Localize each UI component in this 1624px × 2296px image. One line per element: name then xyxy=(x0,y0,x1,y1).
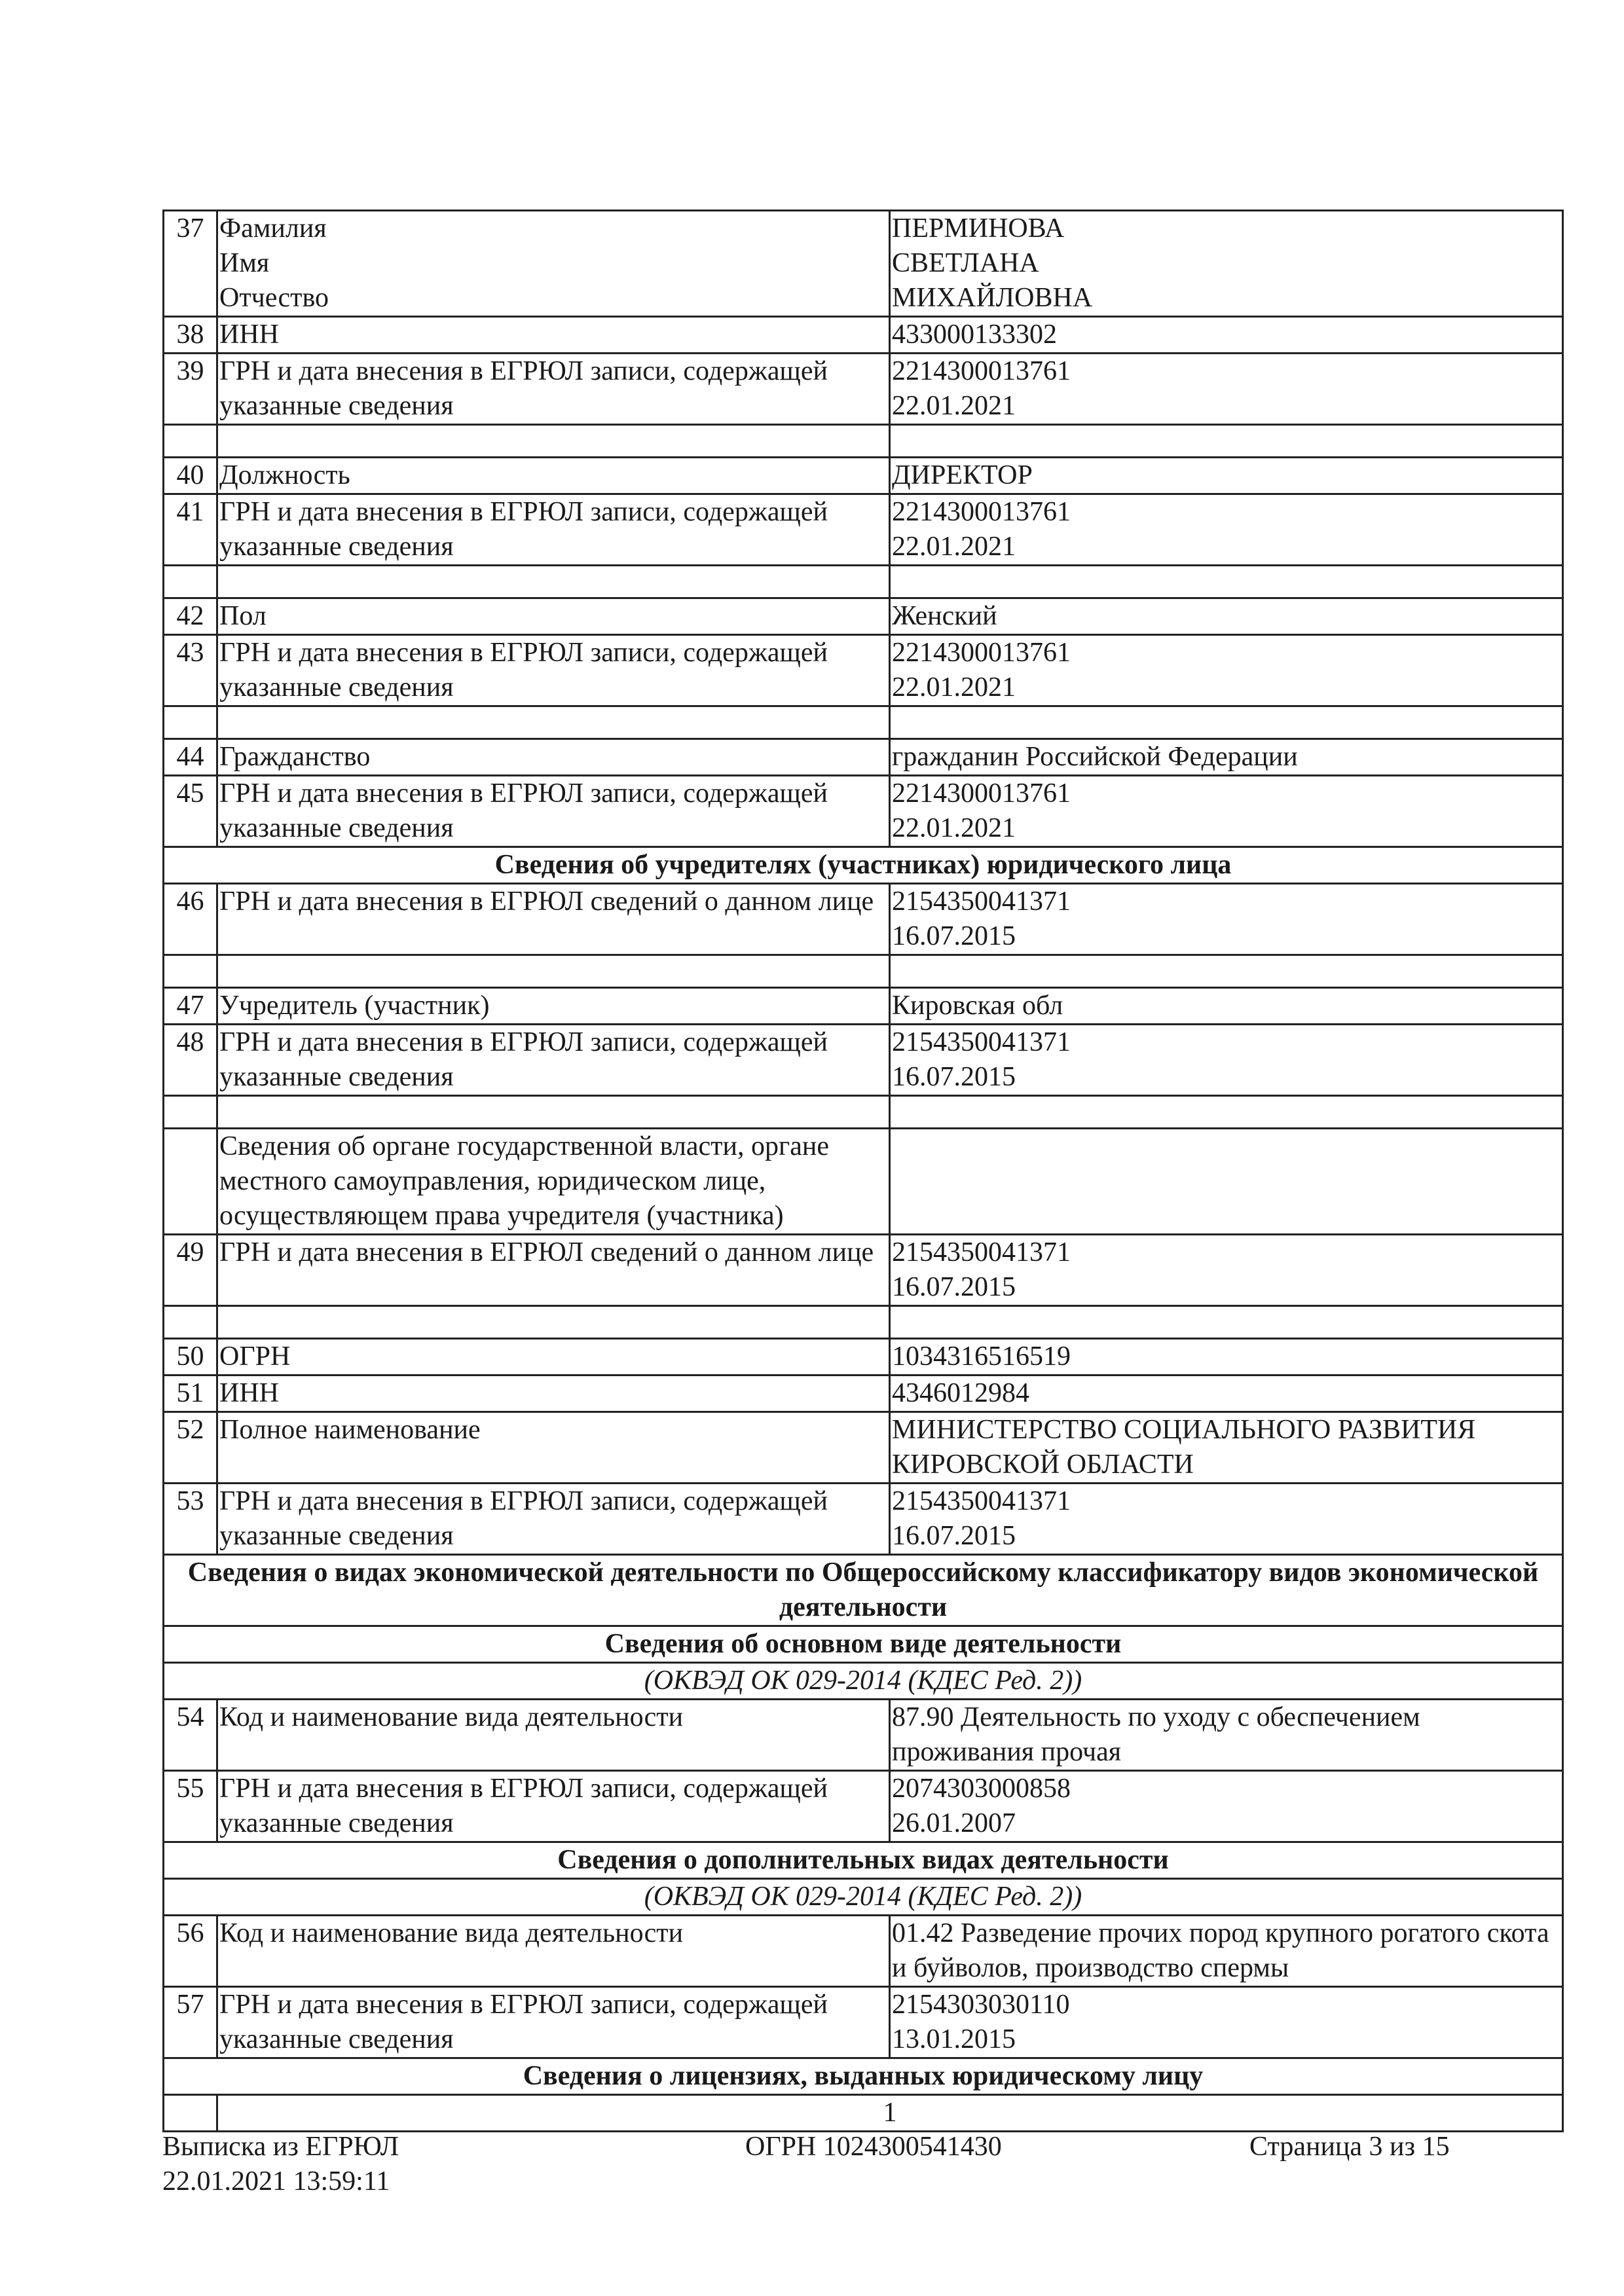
empty-row xyxy=(164,1306,1563,1339)
field-label-grn: ГРН и дата внесения в ЕГРЮЛ записи, содержащей указанные сведения xyxy=(217,1484,890,1555)
row-number: 41 xyxy=(164,494,217,566)
empty-cell xyxy=(890,1306,1563,1339)
empty-cell xyxy=(217,955,890,988)
empty-row xyxy=(164,425,1563,458)
field-label-founder: Учредитель (участник) xyxy=(217,988,890,1025)
field-value-gender: Женский xyxy=(890,598,1563,635)
row-number: 42 xyxy=(164,598,217,635)
table-row xyxy=(164,1339,1563,1376)
section-header-row xyxy=(164,2058,1563,2095)
empty-cell xyxy=(890,1096,1563,1129)
empty-cell xyxy=(164,566,217,598)
section-header-okved: Сведения о видах экономической деятельности по Общероссийскому классификатору видов экономической деятельности xyxy=(164,1555,1563,1626)
table-row xyxy=(164,884,1563,955)
table-row xyxy=(164,1025,1563,1096)
field-value-full-name-org: МИНИСТЕРСТВО СОЦИАЛЬНОГО РАЗВИТИЯ КИРОВСКОЙ ОБЛАСТИ xyxy=(890,1412,1563,1484)
field-label-ogrn: ОГРН xyxy=(217,1339,890,1376)
table-row xyxy=(164,494,1563,566)
section-header-row xyxy=(164,1626,1563,1663)
field-value-grn: 2214300013761 22.01.2021 xyxy=(890,354,1563,425)
row-number: 57 xyxy=(164,1987,217,2058)
table-row xyxy=(164,739,1563,776)
field-value-grn: 2154350041371 16.07.2015 xyxy=(890,884,1563,955)
field-label-grn: ГРН и дата внесения в ЕГРЮЛ записи, содержащей указанные сведения xyxy=(217,494,890,566)
egrul-table xyxy=(162,210,1564,2132)
table-row xyxy=(164,211,1563,317)
field-label-gender: Пол xyxy=(217,598,890,635)
row-number: 55 xyxy=(164,1771,217,1842)
field-value-grn: 2074303000858 26.01.2007 xyxy=(890,1771,1563,1842)
row-number-empty xyxy=(164,2095,217,2132)
okved-version-label: (ОКВЭД ОК 029-2014 (КДЕС Ред. 2)) xyxy=(164,1879,1563,1916)
field-label-founder-organ: Сведения об органе государственной власти, органе местного самоуправления, юридическом лице, осуществляющем права учредителя (участника) xyxy=(217,1129,890,1235)
empty-cell xyxy=(217,706,890,739)
field-value-grn: 2154350041371 16.07.2015 xyxy=(890,1484,1563,1555)
empty-row xyxy=(164,955,1563,988)
empty-cell xyxy=(164,1306,217,1339)
table-row xyxy=(164,458,1563,494)
table-row xyxy=(164,988,1563,1025)
empty-row xyxy=(164,706,1563,739)
row-number: 50 xyxy=(164,1339,217,1376)
section-header-main-activity: Сведения об основном виде деятельности xyxy=(164,1626,1563,1663)
row-number: 38 xyxy=(164,317,217,354)
field-label-full-name-org: Полное наименование xyxy=(217,1412,890,1484)
row-number: 47 xyxy=(164,988,217,1025)
field-label-grn: ГРН и дата внесения в ЕГРЮЛ записи, содержащей указанные сведения xyxy=(217,1771,890,1842)
field-value-activity-code: 01.42 Разведение прочих пород крупного рогатого скота и буйволов, производство спермы xyxy=(890,1916,1563,1987)
field-label-grn-person: ГРН и дата внесения в ЕГРЮЛ сведений о данном лице xyxy=(217,1235,890,1306)
empty-cell xyxy=(890,706,1563,739)
empty-cell xyxy=(217,566,890,598)
section-header-row xyxy=(164,847,1563,884)
table-row xyxy=(164,1129,1563,1235)
field-label-inn: ИНН xyxy=(217,317,890,354)
field-label-grn: ГРН и дата внесения в ЕГРЮЛ записи, содержащей указанные сведения xyxy=(217,1025,890,1096)
table-row xyxy=(164,1376,1563,1412)
row-number: 43 xyxy=(164,635,217,706)
empty-cell xyxy=(164,1096,217,1129)
empty-cell xyxy=(890,955,1563,988)
empty-cell xyxy=(890,566,1563,598)
empty-cell xyxy=(164,706,217,739)
empty-cell xyxy=(217,1096,890,1129)
table-row xyxy=(164,317,1563,354)
field-value-full-name: ПЕРМИНОВА СВЕТЛАНА МИХАЙЛОВНА xyxy=(890,211,1563,317)
field-value-grn: 2154350041371 16.07.2015 xyxy=(890,1235,1563,1306)
row-number: 39 xyxy=(164,354,217,425)
table-row xyxy=(164,2095,1563,2132)
row-number: 54 xyxy=(164,1700,217,1771)
field-value-inn: 4346012984 xyxy=(890,1376,1563,1412)
field-label-grn: ГРН и дата внесения в ЕГРЮЛ записи, содержащей указанные сведения xyxy=(217,354,890,425)
field-label-grn: ГРН и дата внесения в ЕГРЮЛ записи, содержащей указанные сведения xyxy=(217,635,890,706)
field-value-founder: Кировская обл xyxy=(890,988,1563,1025)
table-row xyxy=(164,1987,1563,2058)
footer-page-number: Страница 3 из 15 xyxy=(1249,2132,1450,2162)
table-row xyxy=(164,1700,1563,1771)
section-header-founders: Сведения об учредителях (участниках) юридического лица xyxy=(164,847,1563,884)
egrul-extract-page xyxy=(162,210,1562,2132)
row-number: 45 xyxy=(164,776,217,847)
table-row xyxy=(164,1484,1563,1555)
row-number: 49 xyxy=(164,1235,217,1306)
table-row xyxy=(164,1235,1563,1306)
row-number: 37 xyxy=(164,211,217,317)
table-row xyxy=(164,1771,1563,1842)
field-label-grn: ГРН и дата внесения в ЕГРЮЛ записи, содержащей указанные сведения xyxy=(217,776,890,847)
row-number: 48 xyxy=(164,1025,217,1096)
field-value-grn: 2214300013761 22.01.2021 xyxy=(890,494,1563,566)
empty-row xyxy=(164,566,1563,598)
subheader-row xyxy=(164,1879,1563,1916)
subheader-row xyxy=(164,1663,1563,1700)
section-header-additional-activity: Сведения о дополнительных видах деятельности xyxy=(164,1842,1563,1879)
table-row xyxy=(164,598,1563,635)
field-label-activity-code: Код и наименование вида деятельности xyxy=(217,1700,890,1771)
empty-cell xyxy=(890,425,1563,458)
license-index: 1 xyxy=(217,2095,1563,2132)
section-header-licenses: Сведения о лицензиях, выданных юридическому лицу xyxy=(164,2058,1563,2095)
empty-cell xyxy=(164,955,217,988)
table-row xyxy=(164,1412,1563,1484)
row-number: 56 xyxy=(164,1916,217,1987)
field-value-ogrn: 1034316516519 xyxy=(890,1339,1563,1376)
table-row xyxy=(164,354,1563,425)
field-value-grn: 2154303030110 13.01.2015 xyxy=(890,1987,1563,2058)
field-value-position: ДИРЕКТОР xyxy=(890,458,1563,494)
table-row xyxy=(164,635,1563,706)
footer-document-title: Выписка из ЕГРЮЛ xyxy=(162,2132,399,2162)
empty-row xyxy=(164,1096,1563,1129)
field-label-grn-person: ГРН и дата внесения в ЕГРЮЛ сведений о данном лице xyxy=(217,884,890,955)
row-number: 46 xyxy=(164,884,217,955)
okved-version-label: (ОКВЭД ОК 029-2014 (КДЕС Ред. 2)) xyxy=(164,1663,1563,1700)
row-number: 52 xyxy=(164,1412,217,1484)
field-value-empty xyxy=(890,1129,1563,1235)
row-number-empty xyxy=(164,1129,217,1235)
field-value-inn: 433000133302 xyxy=(890,317,1563,354)
field-value-grn: 2214300013761 22.01.2021 xyxy=(890,635,1563,706)
field-label-citizenship: Гражданство xyxy=(217,739,890,776)
field-label-full-name: Фамилия Имя Отчество xyxy=(217,211,890,317)
table-row xyxy=(164,1916,1563,1987)
empty-cell xyxy=(217,425,890,458)
row-number: 40 xyxy=(164,458,217,494)
row-number: 51 xyxy=(164,1376,217,1412)
field-value-citizenship: гражданин Российской Федерации xyxy=(890,739,1563,776)
footer-timestamp: 22.01.2021 13:59:11 xyxy=(162,2166,390,2196)
empty-cell xyxy=(164,425,217,458)
footer-ogrn: ОГРН 1024300541430 xyxy=(745,2132,1002,2162)
field-value-activity-code: 87.90 Деятельность по уходу с обеспечением проживания прочая xyxy=(890,1700,1563,1771)
table-row xyxy=(164,776,1563,847)
field-label-position: Должность xyxy=(217,458,890,494)
field-label-activity-code: Код и наименование вида деятельности xyxy=(217,1916,890,1987)
field-value-grn: 2214300013761 22.01.2021 xyxy=(890,776,1563,847)
row-number: 53 xyxy=(164,1484,217,1555)
field-value-grn: 2154350041371 16.07.2015 xyxy=(890,1025,1563,1096)
section-header-row xyxy=(164,1555,1563,1626)
empty-cell xyxy=(217,1306,890,1339)
footer-extract-info xyxy=(162,2130,399,2199)
section-header-row xyxy=(164,1842,1563,1879)
field-label-grn: ГРН и дата внесения в ЕГРЮЛ записи, содержащей указанные сведения xyxy=(217,1987,890,2058)
row-number: 44 xyxy=(164,739,217,776)
field-label-inn: ИНН xyxy=(217,1376,890,1412)
